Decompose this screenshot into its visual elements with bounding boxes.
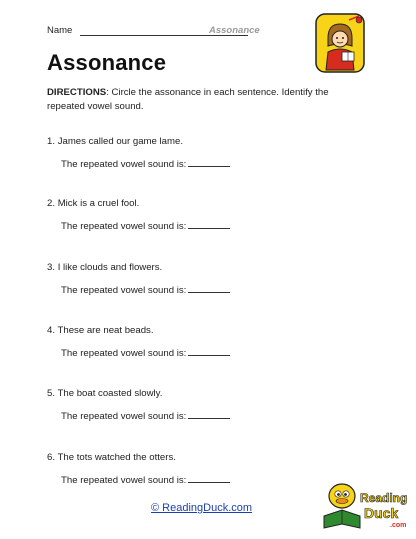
answer-blank[interactable] [188, 474, 230, 483]
question-5 [47, 388, 162, 399]
question-sentence: The tots watched the otters. [57, 452, 176, 463]
answer-row-2 [61, 220, 230, 232]
answer-blank[interactable] [188, 220, 230, 229]
answer-blank[interactable] [188, 410, 230, 419]
girl-reading-illustration [314, 12, 366, 74]
directions-label: DIRECTIONS [47, 87, 107, 98]
answer-prompt: The repeated vowel sound is: [61, 221, 187, 232]
logo-com-text: .com [390, 522, 407, 529]
directions-text: : Circle the assonance in each sentence. Identify the repeated vowel sound. [47, 87, 329, 112]
question-1 [47, 136, 183, 147]
answer-prompt: The repeated vowel sound is: [61, 475, 187, 486]
question-4 [47, 325, 154, 336]
logo-reading-text: Reading [360, 491, 408, 505]
question-3 [47, 262, 162, 273]
question-number: 6. [47, 452, 56, 463]
subject-label: Assonance [209, 25, 260, 36]
question-6 [47, 452, 176, 463]
answer-blank[interactable] [188, 158, 230, 167]
question-number: 1. [47, 136, 56, 147]
name-row [47, 24, 277, 38]
question-sentence: These are neat beads. [57, 325, 154, 336]
answer-row-5 [61, 410, 230, 422]
question-2 [47, 198, 139, 209]
logo-duck-text: Duck [364, 505, 399, 521]
answer-row-1 [61, 158, 230, 170]
answer-prompt: The repeated vowel sound is: [61, 411, 187, 422]
readingduck-logo [320, 480, 410, 532]
name-label: Name [47, 25, 73, 36]
question-number: 2. [47, 198, 56, 209]
directions [47, 86, 367, 114]
worksheet-title: Assonance [47, 50, 167, 75]
question-sentence: James called our game lame. [57, 136, 183, 147]
question-sentence: The boat coasted slowly. [57, 388, 163, 399]
answer-row-3 [61, 284, 230, 296]
readingduck-link[interactable]: © ReadingDuck.com [151, 502, 253, 514]
answer-prompt: The repeated vowel sound is: [61, 159, 187, 170]
question-number: 5. [47, 388, 56, 399]
answer-blank[interactable] [188, 347, 230, 356]
answer-row-6 [61, 474, 230, 486]
question-sentence: I like clouds and flowers. [57, 262, 163, 273]
question-number: 4. [47, 325, 56, 336]
question-sentence: Mick is a cruel fool. [57, 198, 140, 209]
answer-row-4 [61, 347, 230, 359]
answer-blank[interactable] [188, 284, 230, 293]
answer-prompt: The repeated vowel sound is: [61, 348, 187, 359]
answer-prompt: The repeated vowel sound is: [61, 285, 187, 296]
question-number: 3. [47, 262, 56, 273]
